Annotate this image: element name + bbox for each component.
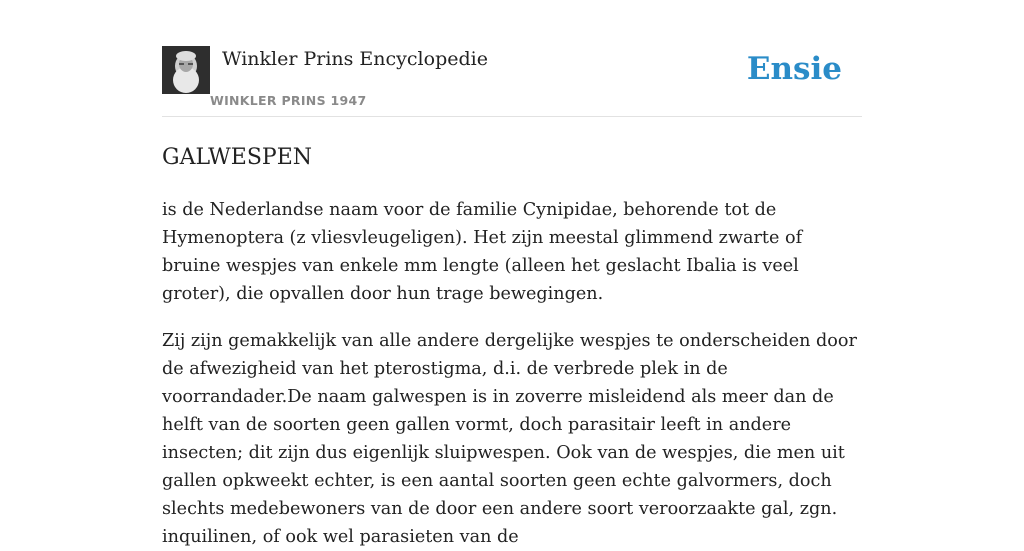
source-title[interactable]: Winkler Prins Encyclopedie [222,48,488,70]
source-avatar[interactable] [162,46,210,94]
source-header [162,46,862,117]
article-paragraph: Zij zijn gemakkelijk van alle andere dergelijke wespjes te onderscheiden door de afwezigheid van het pterostigma, d.i. de verbrede plek in de voorrandader.De naam galwespen is in zoverre misleidend als meer dan de helft van de soorten geen gallen vormt, doch parasitair leeft in andere insecten; dit zijn dus eigenlijk sluipwespen. Ook van de wespjes, die men uit gallen opkweekt echter, is een aantal soorten geen echte galvormers, doch slechts medebewoners van de door een andere soort veroorzaakte gal, zgn. inquilinen, of ook wel parasieten van de [162,331,857,547]
article-title: GALWESPEN [162,145,313,170]
portrait-icon [162,46,210,94]
article-page [162,46,862,551]
source-subtitle[interactable]: WINKLER PRINS 1947 [210,93,367,108]
ensie-logo[interactable]: Ensie [746,51,842,87]
article-paragraph: is de Nederlandse naam voor de familie Cynipidae, behorende tot de Hymenoptera (z vliesvleugeligen). Het zijn meestal glimmend zwarte of bruine wespjes van enkele mm lengte (alleen het geslacht Ibalia is veel groter), die opvallen door hun trage bewegingen. [162,200,803,304]
